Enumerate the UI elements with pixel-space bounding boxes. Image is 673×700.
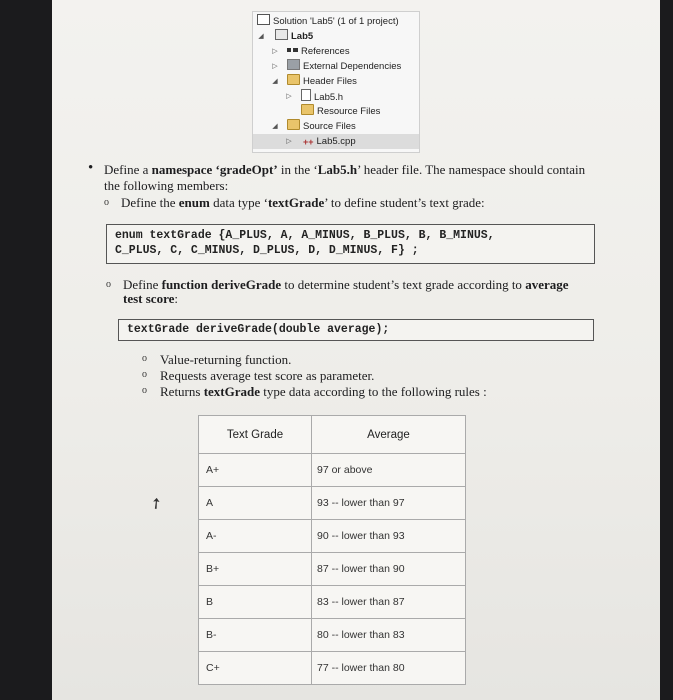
tree-item-lab5-h[interactable]: ▷ Lab5.h [285,89,343,104]
circle-bullet: o [104,197,109,208]
function-instruction: Define function deriveGrade to determine student’s text grade according to average [123,277,569,292]
references-icon [287,48,298,52]
external-dependencies-icon [287,59,300,70]
circle-bullet: o [106,279,111,290]
grade-cell: A- [199,520,312,553]
tree-item-references[interactable]: ▷ References [272,46,350,57]
table-row [199,553,466,586]
arrow-annotation-icon: ➚ [146,493,167,515]
folder-icon [301,104,314,115]
tree-item-lab5-cpp[interactable]: ▷ ++ Lab5.cpp [253,134,419,149]
folder-icon [287,119,300,130]
circle-bullet: o [142,369,147,380]
grade-table [198,415,466,685]
expanded-caret-icon[interactable]: ◢ [272,78,278,85]
tree-item-solution[interactable]: Solution 'Lab5' (1 of 1 project) [257,14,399,29]
circle-bullet: o [142,353,147,364]
enum-code-line2: C_PLUS, C, C_MINUS, D_PLUS, D, D_MINUS, F} ; [115,244,419,257]
grade-cell: B- [199,619,312,652]
solution-icon [257,14,270,25]
expanded-caret-icon[interactable]: ◢ [258,33,264,40]
average-cell: 83 -- lower than 87 [312,586,466,619]
collapsed-caret-icon[interactable]: ▷ [272,63,278,70]
table-row [199,454,466,487]
grade-cell: B+ [199,553,312,586]
tree-item-header-files[interactable]: ◢ Header Files [272,76,357,87]
namespace-instruction-line2: the following members: [104,178,229,193]
table-row [199,487,466,520]
grade-cell: A [199,487,312,520]
grade-cell: C+ [199,652,312,685]
enum-instruction: Define the enum data type ‘textGrade’ to define student’s text grade: [121,195,485,210]
tree-item-resource-files[interactable]: Resource Files [287,104,380,119]
rule-item: Requests average test score as parameter. [160,368,375,383]
table-header-row [199,416,466,454]
grade-cell: A+ [199,454,312,487]
function-signature-box: textGrade deriveGrade(double average); [118,319,594,341]
table-row [199,652,466,685]
average-cell: 93 -- lower than 97 [312,487,466,520]
table-row [199,586,466,619]
table-row [199,520,466,553]
expanded-caret-icon[interactable]: ◢ [272,123,278,130]
average-cell: 90 -- lower than 93 [312,520,466,553]
header-file-icon [301,89,311,101]
tree-item-source-files[interactable]: ◢ Source Files [272,121,356,132]
tree-item-project[interactable]: ◢ Lab5 [258,31,314,42]
rule-item: Returns textGrade type data according to the following rules : [160,384,487,399]
rule-item: Value-returning function. [160,352,292,367]
function-instruction-line2: test score: [123,291,178,306]
enum-code-line1: enum textGrade {A_PLUS, A, A_MINUS, B_PLUS, B, B_MINUS, [115,229,495,242]
average-cell: 77 -- lower than 80 [312,652,466,685]
solution-explorer [252,11,420,153]
cpp-file-icon: ++ [303,137,314,147]
average-cell: 87 -- lower than 90 [312,553,466,586]
table-row [199,619,466,652]
folder-icon [287,74,300,85]
namespace-instruction: Define a namespace ‘gradeOpt’ in the ‘Lab5.h’ header file. The namespace should contain [104,162,586,177]
circle-bullet: o [142,385,147,396]
project-icon [275,29,288,40]
collapsed-caret-icon[interactable]: ▷ [272,48,278,55]
average-cell: 97 or above [312,454,466,487]
bullet-dot: • [88,160,94,176]
collapsed-caret-icon[interactable]: ▷ [286,138,292,145]
column-header-average: Average [312,416,466,454]
collapsed-caret-icon[interactable]: ▷ [286,93,292,100]
tree-item-external-dependencies[interactable]: ▷ External Dependencies [272,61,402,72]
column-header-text-grade: Text Grade [199,416,312,454]
grade-cell: B [199,586,312,619]
average-cell: 80 -- lower than 83 [312,619,466,652]
enum-code-box [106,224,595,264]
